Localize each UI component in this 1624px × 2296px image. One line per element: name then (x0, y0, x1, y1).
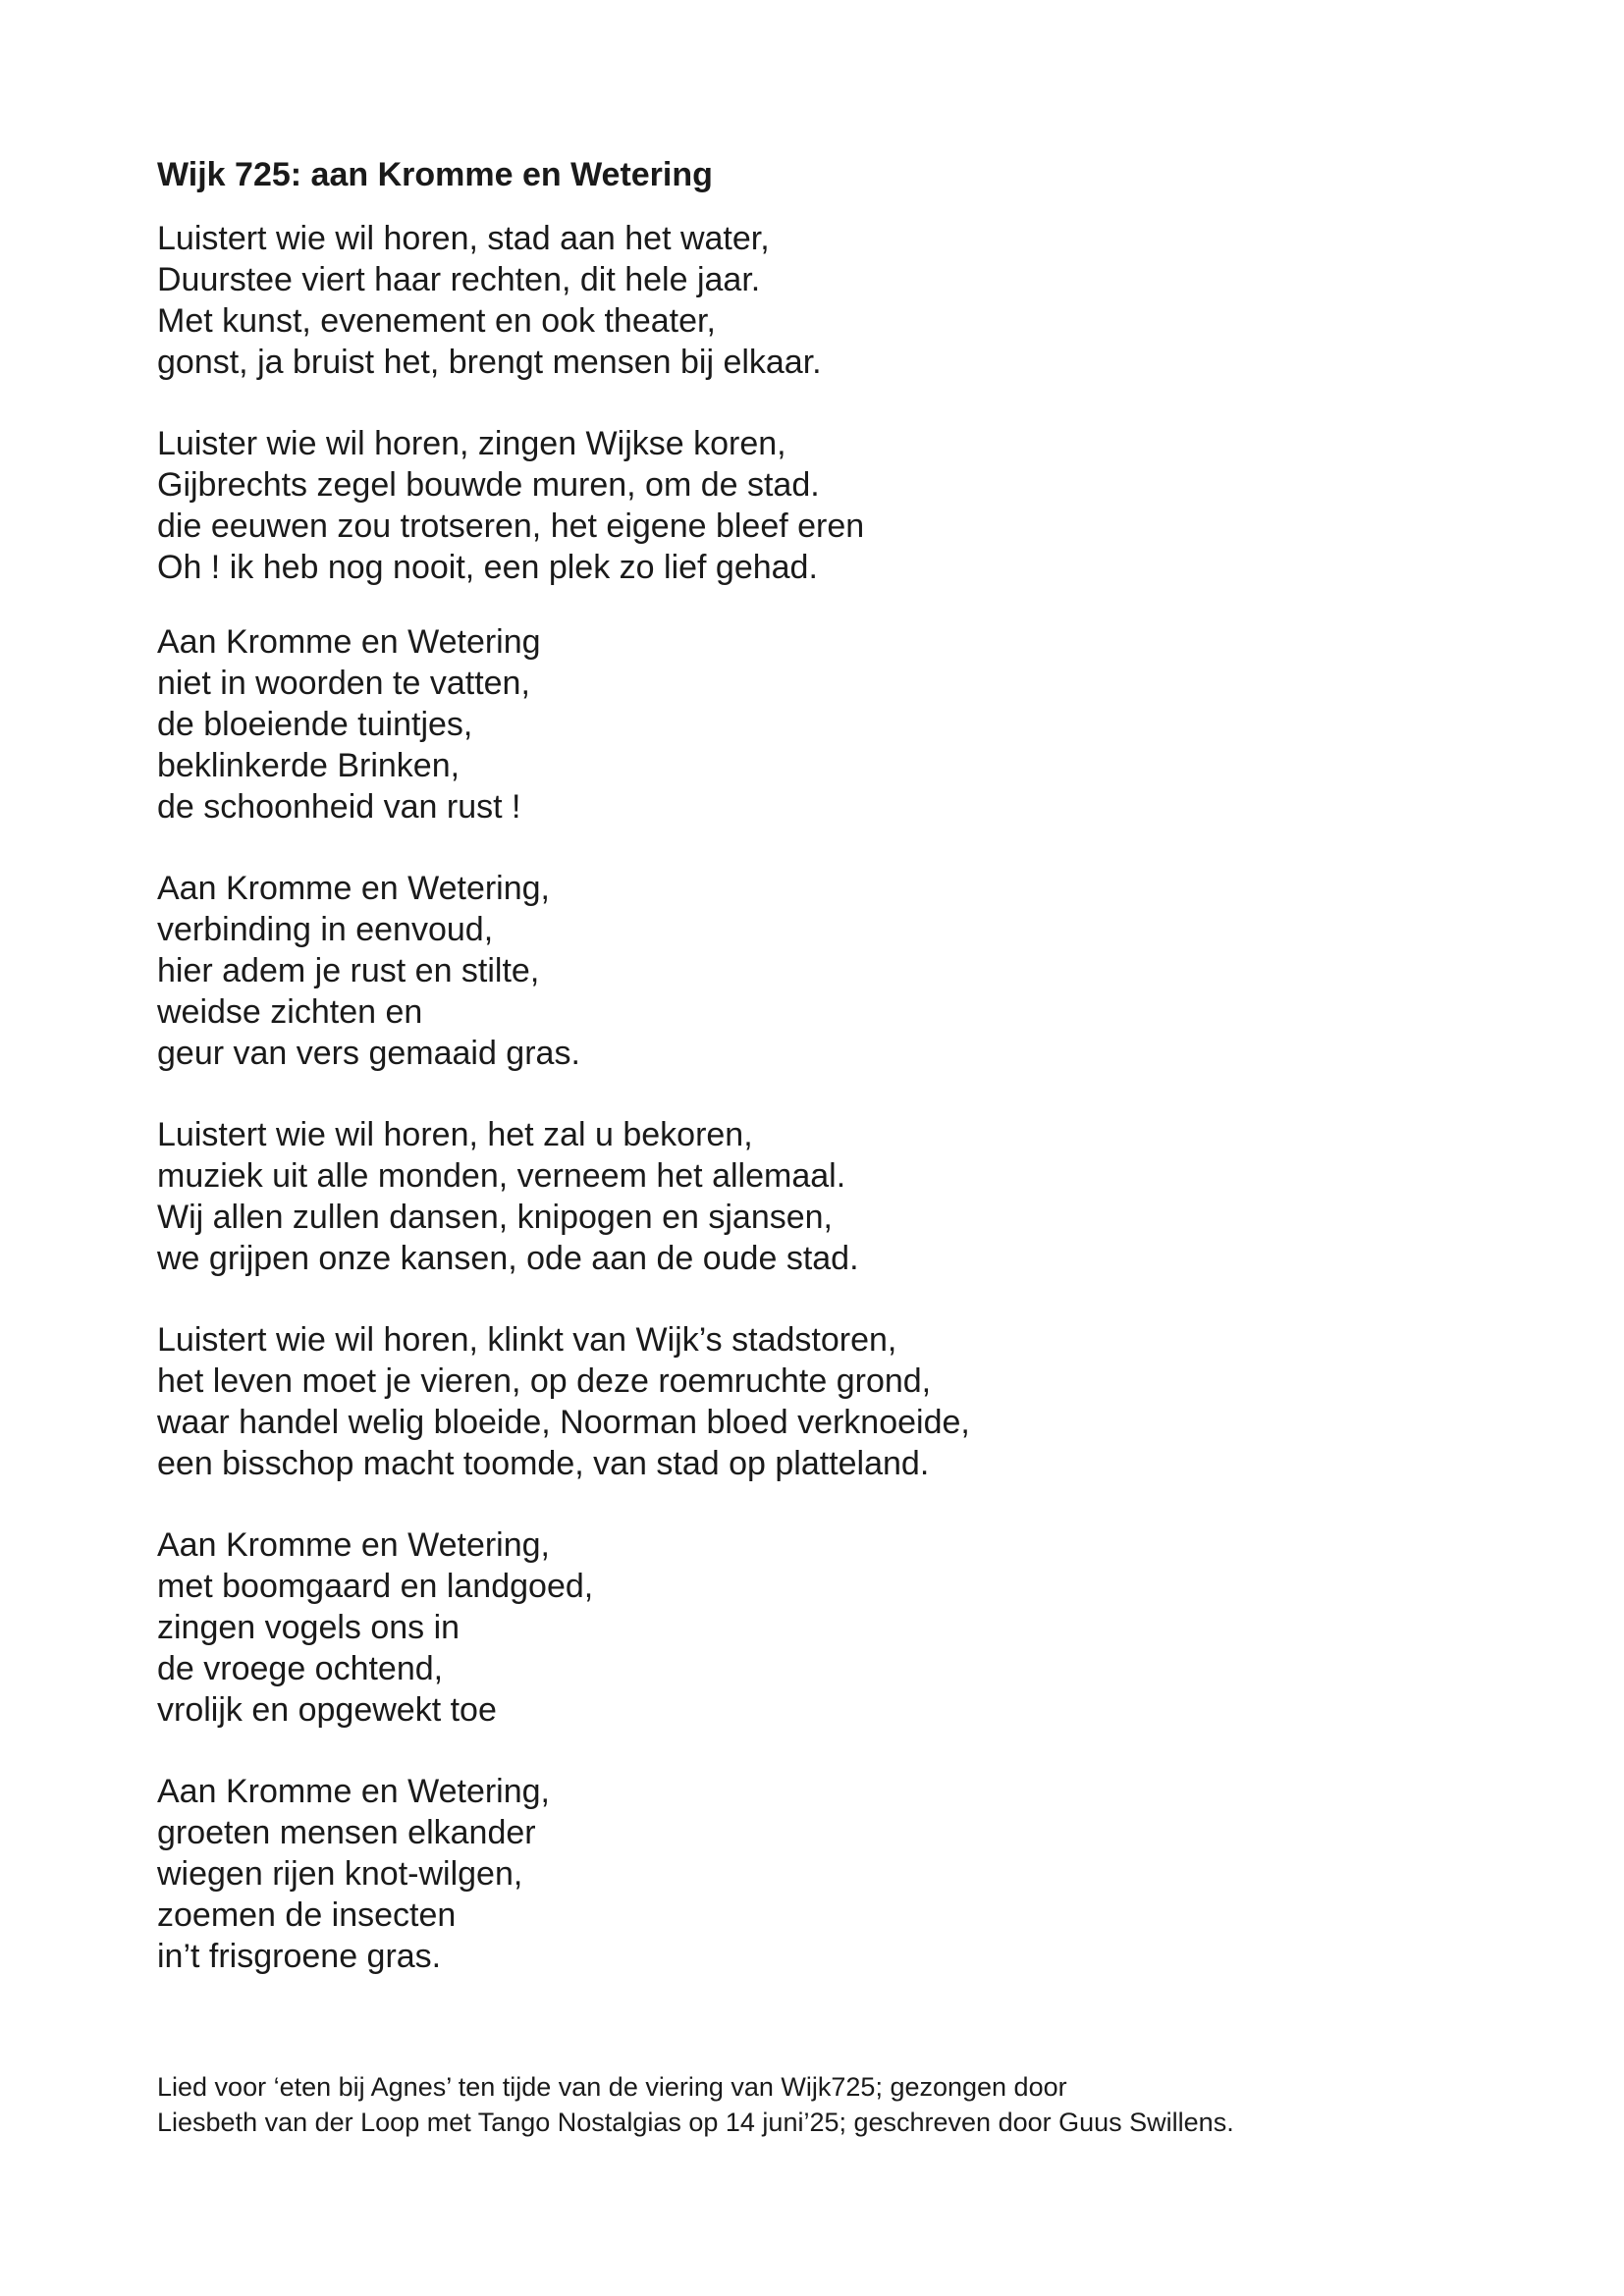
stanza-1 (157, 218, 822, 383)
stanza-5 (157, 1114, 859, 1279)
stanza-line: niet in woorden te vatten, (157, 665, 530, 702)
stanza-line: muziek uit alle monden, verneem het allemaal. (157, 1157, 846, 1195)
stanza-line: zingen vogels ons in (157, 1609, 460, 1646)
stanza-line: het leven moet je vieren, op deze roemruchte grond, (157, 1362, 932, 1400)
stanza-line: Luistert wie wil horen, klinkt van Wijk’s stadstoren, (157, 1321, 897, 1359)
stanza-line: Gijbrechts zegel bouwde muren, om de stad. (157, 466, 820, 504)
stanza-line: verbinding in eenvoud, (157, 911, 494, 948)
stanza-line: Aan Kromme en Wetering, (157, 1526, 550, 1564)
stanza-line: met boomgaard en landgoed, (157, 1568, 594, 1605)
stanza-line: weidse zichten en (157, 993, 423, 1031)
stanza-line: de schoonheid van rust ! (157, 788, 521, 826)
stanza-line: Luistert wie wil horen, stad aan het water, (157, 220, 770, 257)
stanza-line: de vroege ochtend, (157, 1650, 444, 1687)
footer-line: Lied voor ‘eten bij Agnes’ ten tijde van de viering van Wijk725; gezongen door (157, 2072, 1067, 2102)
stanza-line: wiegen rijen knot-wilgen, (157, 1855, 523, 1893)
stanza-line: Aan Kromme en Wetering, (157, 1773, 550, 1810)
stanza-3 (157, 621, 541, 828)
footer-credits (157, 2069, 1234, 2140)
stanza-line: gonst, ja bruist het, brengt mensen bij elkaar. (157, 344, 822, 381)
stanza-line: hier adem je rust en stilte, (157, 952, 540, 989)
stanza-line: waar handel welig bloeide, Noorman bloed verknoeide, (157, 1404, 970, 1441)
stanza-line: Luistert wie wil horen, het zal u bekoren, (157, 1116, 753, 1153)
stanza-2 (157, 423, 864, 588)
stanza-line: beklinkerde Brinken, (157, 747, 460, 784)
stanza-line: geur van vers gemaaid gras. (157, 1035, 580, 1072)
stanza-8 (157, 1771, 550, 1977)
stanza-line: Oh ! ik heb nog nooit, een plek zo lief gehad. (157, 549, 818, 586)
stanza-line: Aan Kromme en Wetering, (157, 870, 550, 907)
stanza-7 (157, 1524, 593, 1731)
stanza-line: Met kunst, evenement en ook theater, (157, 302, 716, 340)
stanza-6 (157, 1319, 970, 1484)
song-title: Wijk 725: aan Kromme en Wetering (157, 156, 713, 193)
stanza-line: groeten mensen elkander (157, 1814, 536, 1851)
stanza-line: we grijpen onze kansen, ode aan de oude stad. (157, 1240, 859, 1277)
stanza-line: Luister wie wil horen, zingen Wijkse koren, (157, 425, 786, 462)
footer-line: Liesbeth van der Loop met Tango Nostalgias op 14 juni’25; geschreven door Guus Swillens. (157, 2108, 1234, 2137)
stanza-line: die eeuwen zou trotseren, het eigene bleef eren (157, 507, 865, 545)
stanza-line: Aan Kromme en Wetering (157, 623, 541, 661)
stanza-4 (157, 868, 580, 1074)
stanza-line: een bisschop macht toomde, van stad op platteland. (157, 1445, 930, 1482)
stanza-line: zoemen de insecten (157, 1896, 457, 1934)
stanza-line: vrolijk en opgewekt toe (157, 1691, 497, 1729)
stanza-line: Duurstee viert haar rechten, dit hele jaar. (157, 261, 761, 298)
stanza-line: in’t frisgroene gras. (157, 1938, 442, 1975)
stanza-line: Wij allen zullen dansen, knipogen en sjansen, (157, 1199, 834, 1236)
stanza-line: de bloeiende tuintjes, (157, 706, 473, 743)
